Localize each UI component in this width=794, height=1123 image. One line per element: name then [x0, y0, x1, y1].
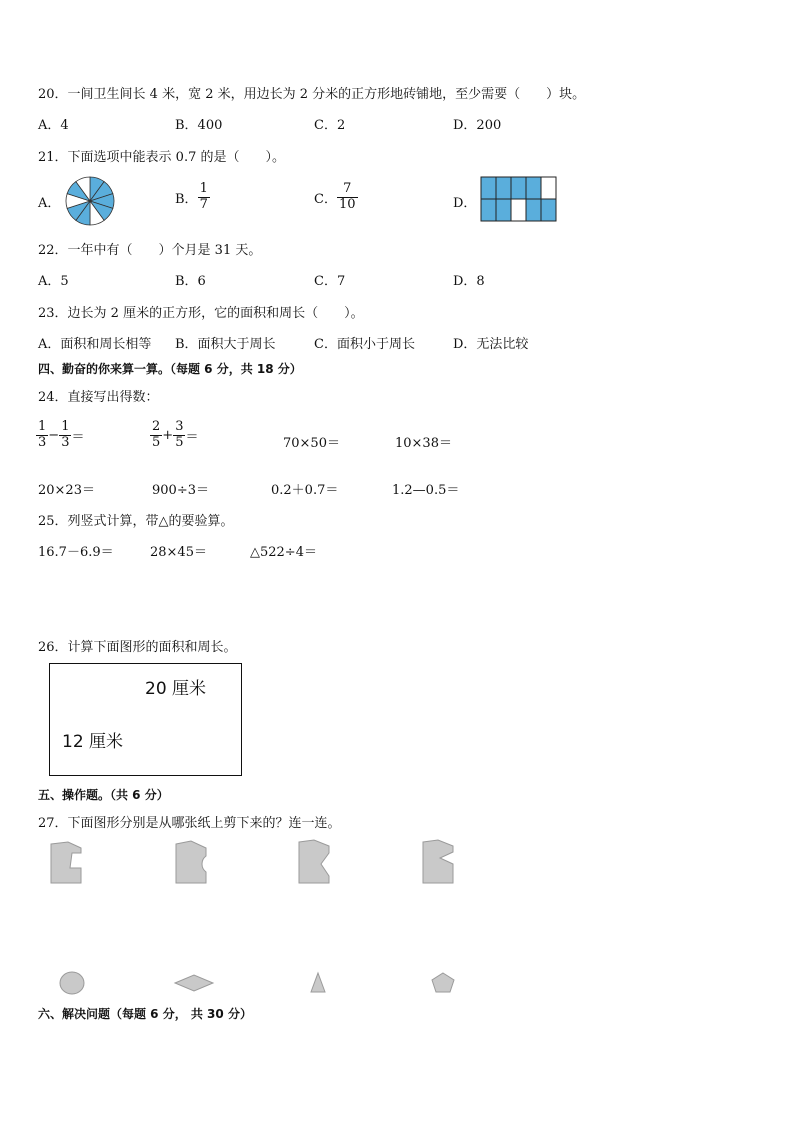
fraction-denominator: 10 [338, 196, 356, 212]
q23-option-b[interactable]: B．面积大于周长 [175, 337, 276, 352]
q26-text: 26．计算下面图形的面积和周长。 [38, 640, 237, 655]
q20-text: 20．一间卫生间长 4 米，宽 2 米，用边长为 2 分米的正方形地砖铺地，至少需要（ ）块。 [38, 87, 586, 102]
q24-expr-5: 20×23＝ [38, 483, 95, 498]
fraction [150, 420, 162, 451]
grid-cell [511, 177, 526, 199]
circle-piece-icon[interactable] [57, 969, 87, 997]
paper-with-semicircle-cutout-icon[interactable] [173, 840, 209, 886]
equals-sign: ＝ [185, 429, 199, 445]
q26-rectangle-figure [49, 663, 242, 776]
section-4-heading: 四、勤奋的你来算一算。（每题 6 分，共 18 分） [38, 362, 302, 376]
q24-expr-8: 1.2—0.5＝ [392, 483, 460, 498]
q20-option-d[interactable]: D．200 [453, 118, 502, 133]
q21-option-c-fraction [337, 182, 358, 213]
grid-cell [481, 199, 496, 221]
fraction-numerator: 2 [152, 419, 161, 434]
fraction-denominator: 3 [61, 434, 70, 450]
q23-option-d[interactable]: D．无法比较 [453, 337, 529, 352]
q24-expr-7: 0.2＋0.7＝ [271, 483, 339, 498]
operator: − [48, 427, 60, 443]
q20-option-a[interactable]: A．4 [38, 118, 69, 133]
q21-option-b[interactable] [175, 182, 210, 213]
fraction [36, 420, 48, 451]
triangle-piece-icon[interactable] [308, 970, 328, 996]
grid-cell [541, 199, 556, 221]
fraction-denominator: 7 [199, 196, 208, 212]
fraction [59, 420, 71, 451]
grid-cell [496, 177, 511, 199]
q25-expr-3: △522÷4＝ [250, 545, 317, 560]
q25-text: 25．列竖式计算，带△的要验算。 [38, 514, 234, 529]
q22-text: 22．一年中有（ ）个月是 31 天。 [38, 243, 262, 258]
rectangle-width-label: 12 厘米 [62, 732, 124, 752]
q21-option-c[interactable] [314, 182, 358, 213]
grid-cell [526, 177, 541, 199]
q24-expr-6: 900÷3＝ [152, 483, 209, 498]
q25-expr-1: 16.7－6.9＝ [38, 545, 114, 560]
q24-expr-2 [150, 420, 198, 451]
q20-option-c[interactable]: C．2 [314, 118, 346, 133]
grid-cell [496, 199, 511, 221]
fraction-numerator: 1 [38, 419, 47, 434]
rectangle-length-label: 20 厘米 [145, 679, 207, 699]
q22-option-d[interactable]: D．8 [453, 274, 485, 289]
q23-text: 23．边长为 2 厘米的正方形，它的面积和周长（ ）。 [38, 306, 364, 321]
q22-option-b[interactable]: B．6 [175, 274, 206, 289]
q21-option-b-fraction [198, 182, 210, 213]
q21-option-d-label[interactable]: D． [453, 196, 477, 211]
fraction-numerator: 3 [175, 419, 184, 434]
fraction-denominator: 5 [152, 434, 161, 450]
grid-cell [511, 199, 526, 221]
q22-option-a[interactable]: A．5 [38, 274, 69, 289]
grid-cell [526, 199, 541, 221]
pentagon-piece-icon[interactable] [429, 970, 457, 996]
q27-text: 27．下面图形分别是从哪张纸上剪下来的？连一连。 [38, 816, 341, 831]
q23-option-c[interactable]: C．面积小于周长 [314, 337, 415, 352]
fraction-denominator: 3 [38, 434, 47, 450]
equals-sign: ＝ [71, 429, 85, 445]
section-6-heading: 六、解决问题（每题 6 分， 共 30 分） [38, 1007, 252, 1021]
q24-text: 24．直接写出得数： [38, 390, 159, 405]
q22-option-c[interactable]: C．7 [314, 274, 346, 289]
q21-option-a-label[interactable]: A． [38, 196, 61, 211]
q24-expr-4: 10×38＝ [395, 436, 452, 451]
q24-expr-1 [36, 420, 84, 451]
grid-cell [481, 177, 496, 199]
q21-grid-figure [480, 176, 558, 222]
rhombus-piece-icon[interactable] [172, 971, 216, 995]
grid-cell [541, 177, 556, 199]
fraction [173, 420, 185, 451]
q25-expr-2: 28×45＝ [150, 545, 207, 560]
q20-option-b[interactable]: B．400 [175, 118, 223, 133]
q21-text: 21．下面选项中能表示 0.7 的是（ ）。 [38, 150, 285, 165]
q21-option-c-label: C． [314, 191, 337, 207]
q23-option-a[interactable]: A．面积和周长相等 [38, 337, 152, 352]
q21-option-b-label: B． [175, 191, 198, 207]
q24-expr-3: 70×50＝ [283, 436, 340, 451]
q21-pie-figure [64, 175, 116, 227]
paper-with-triangle-cutout-icon[interactable] [420, 838, 456, 886]
fraction-numerator: 7 [343, 181, 352, 196]
paper-with-notch-cutout-icon[interactable] [296, 838, 332, 886]
section-5-heading: 五、操作题。（共 6 分） [38, 788, 169, 802]
fraction-numerator: 1 [61, 419, 70, 434]
fraction-denominator: 5 [175, 434, 184, 450]
fraction-numerator: 1 [199, 181, 208, 196]
operator: + [162, 427, 174, 443]
paper-with-circle-cutout-icon[interactable] [48, 840, 84, 886]
